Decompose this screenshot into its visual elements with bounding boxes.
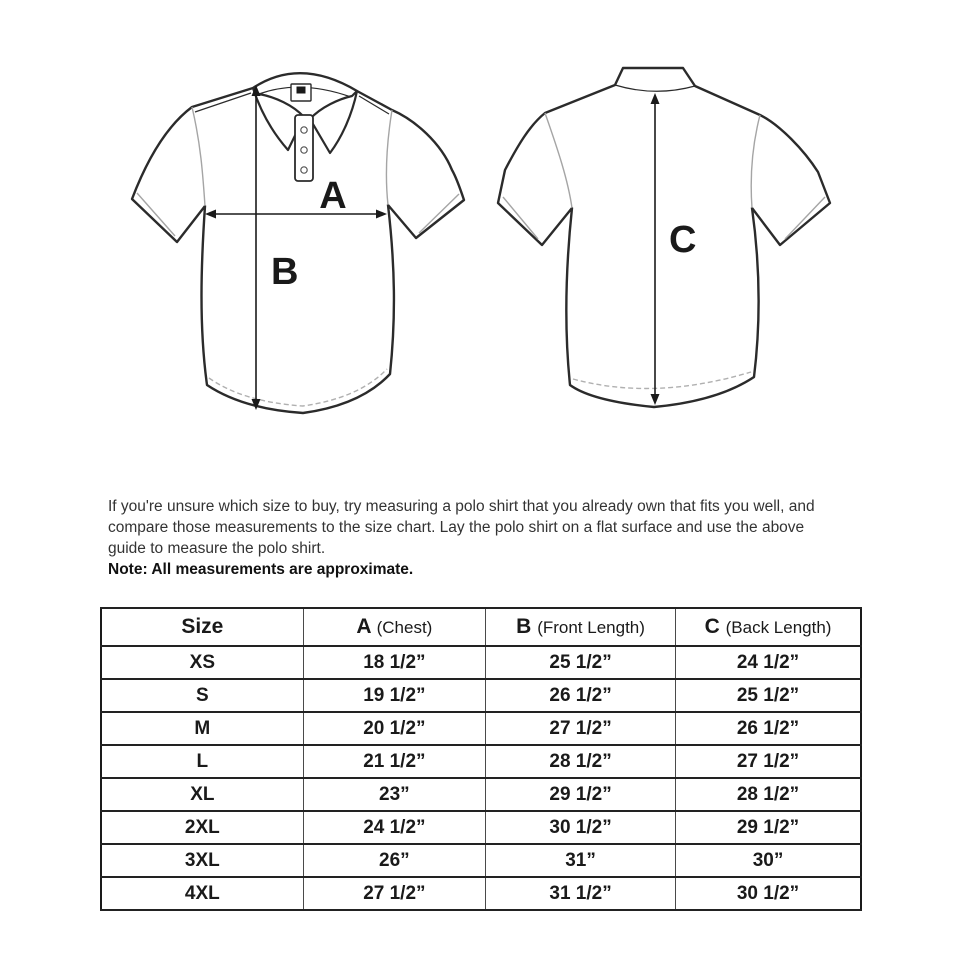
cell-back-length: 30 1/2” xyxy=(676,877,861,910)
measure-b-label: B xyxy=(271,251,299,293)
table-row xyxy=(101,712,861,745)
placket-button xyxy=(301,147,307,153)
table-row xyxy=(101,844,861,877)
cell-size: 2XL xyxy=(101,811,303,844)
cell-front-length: 27 1/2” xyxy=(486,712,676,745)
cell-chest: 18 1/2” xyxy=(303,646,485,679)
shirt-back-outline xyxy=(498,68,830,407)
cell-back-length: 28 1/2” xyxy=(676,778,861,811)
cell-back-length: 26 1/2” xyxy=(676,712,861,745)
header-size: Size xyxy=(101,608,303,646)
table-header-row xyxy=(101,608,861,646)
header-front-length: B (Front Length) xyxy=(486,608,676,646)
cell-chest: 24 1/2” xyxy=(303,811,485,844)
cell-front-length: 26 1/2” xyxy=(486,679,676,712)
cell-size: XL xyxy=(101,778,303,811)
table-row xyxy=(101,778,861,811)
cell-front-length: 30 1/2” xyxy=(486,811,676,844)
brand-tag-logo xyxy=(297,87,306,94)
cell-chest: 21 1/2” xyxy=(303,745,485,778)
measure-c-label: C xyxy=(669,219,697,261)
measurement-diagram xyxy=(0,0,960,470)
cell-back-length: 30” xyxy=(676,844,861,877)
header-chest: A (Chest) xyxy=(303,608,485,646)
table-row xyxy=(101,877,861,910)
cell-back-length: 24 1/2” xyxy=(676,646,861,679)
cell-size: S xyxy=(101,679,303,712)
cell-back-length: 25 1/2” xyxy=(676,679,861,712)
cell-size: XS xyxy=(101,646,303,679)
measure-a-label: A xyxy=(319,175,347,217)
cell-size: 3XL xyxy=(101,844,303,877)
placket-button xyxy=(301,127,307,133)
cell-front-length: 31” xyxy=(486,844,676,877)
cell-size: L xyxy=(101,745,303,778)
instructions-line: If you're unsure which size to buy, try measuring a polo shirt that you already own that fits you well, and xyxy=(108,498,815,515)
cell-chest: 19 1/2” xyxy=(303,679,485,712)
sizing-instructions xyxy=(108,496,888,580)
cell-front-length: 29 1/2” xyxy=(486,778,676,811)
table-row xyxy=(101,646,861,679)
cell-chest: 26” xyxy=(303,844,485,877)
instructions-line: compare those measurements to the size chart. Lay the polo shirt on a flat surface and use the above xyxy=(108,519,805,536)
cell-size: 4XL xyxy=(101,877,303,910)
cell-size: M xyxy=(101,712,303,745)
table-row xyxy=(101,679,861,712)
cell-front-length: 28 1/2” xyxy=(486,745,676,778)
table-row xyxy=(101,811,861,844)
header-back-length: C (Back Length) xyxy=(676,608,861,646)
cell-front-length: 25 1/2” xyxy=(486,646,676,679)
placket-button xyxy=(301,167,307,173)
size-chart-table xyxy=(100,607,862,911)
measurements-note: Note: All measurements are approximate. xyxy=(108,561,414,578)
cell-chest: 27 1/2” xyxy=(303,877,485,910)
polo-front-diagram xyxy=(123,55,483,430)
polo-back-diagram xyxy=(488,55,858,430)
cell-back-length: 27 1/2” xyxy=(676,745,861,778)
table-row xyxy=(101,745,861,778)
cell-front-length: 31 1/2” xyxy=(486,877,676,910)
instructions-line: guide to measure the polo shirt. xyxy=(108,540,326,557)
cell-chest: 23” xyxy=(303,778,485,811)
cell-chest: 20 1/2” xyxy=(303,712,485,745)
cell-back-length: 29 1/2” xyxy=(676,811,861,844)
